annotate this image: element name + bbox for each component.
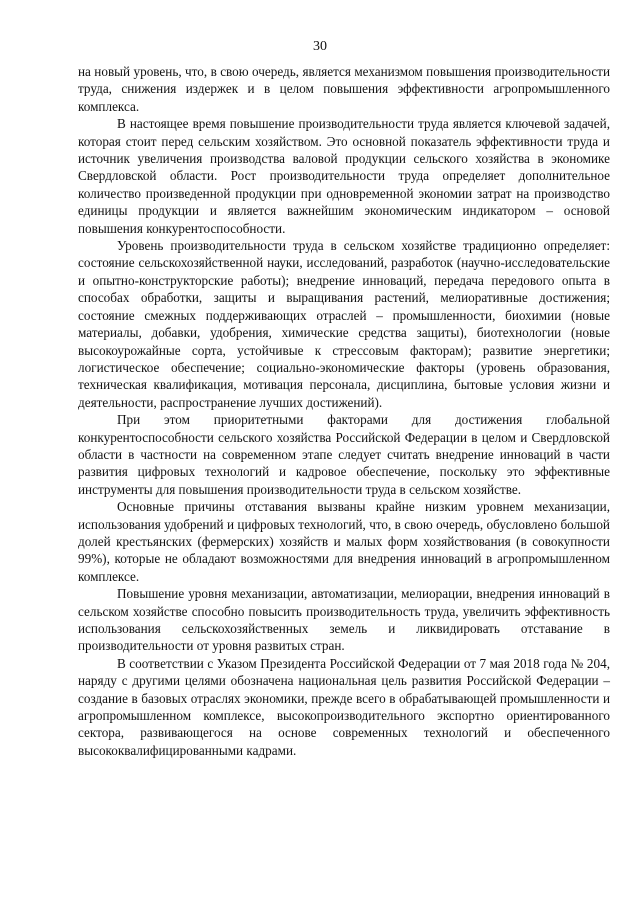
paragraph: В настоящее время повышение производительности труда является ключевой задачей, которая стоит перед сельским хозяйством. Это основной показатель эффективности труда и источник увеличения производства валовой продукции сельского хозяйства в экономике Свердловской области. Рост производительности труда определяет дополнительное количество произведенной продукции при одновременной экономии затрат на производство единицы продукции и является важнейшим экономическим индикатором – основой повышения конкурентоспособности. (78, 116, 610, 236)
paragraph: Повышение уровня механизации, автоматизации, мелиорации, внедрения инноваций в сельском хозяйстве способно повысить производительность труда, увеличить эффективность использования сельскохозяйственных земель и ликвидировать отставание в производительности от уровня развитых стран. (78, 586, 610, 654)
paragraph-continuation: на новый уровень, что, в свою очередь, является механизмом повышения производительности труда, снижения издержек и в целом повышения эффективности агропромышленного комплекса. (78, 64, 610, 114)
paragraph: Уровень производительности труда в сельском хозяйстве традиционно определяет: состояние сельскохозяйственной науки, исследований, разработок (научно-исследовательские и опытно-конструкторские работы); внедрение инноваций, передача передового опыта в способах обработки, защиты и выращивания растений, мелиоративные достижения; состояние смежных поддерживающих отраслей – промышленности, биохимии (новые материалы, добавки, удобрения, химические средства защиты), биотехнологии (новые высокоурожайные сорта, устойчивые к стрессовым факторам); развитие энергетики; логистическое обеспечение; социально-экономические факторы (уровень образования, техническая квалификация, мотивация персонала, дисциплина, бытовые условия жизни и деятельности, распространение лучших достижений). (78, 238, 610, 410)
paragraph: Основные причины отставания вызваны крайне низким уровнем механизации, использования удобрений и цифровых технологий, что, в свою очередь, обусловлено большой долей крестьянских (фермерских) хозяйств и малых форм хозяйствования (в совокупности 99%), которые не обладают возможностями для внедрения инноваций в агропромышленном комплексе. (78, 499, 610, 584)
document-body (78, 63, 610, 759)
page-number: 30 (313, 39, 327, 54)
paragraph: В соответствии с Указом Президента Российской Федерации от 7 мая 2018 года № 204, наряду с другими целями обозначена национальная цель развития Российской Федерации – создание в базовых отраслях экономики, прежде всего в обрабатывающей промышленности и агропромышленном комплексе, высокопроизводительного экспортно ориентированного сектора, развивающегося на основе современных технологий и обеспеченного высококвалифицированными кадрами. (78, 655, 610, 758)
paragraph: При этом приоритетными факторами для достижения глобальной конкурентоспособности сельского хозяйства Российской Федерации в целом и Свердловской области в частности на современном этапе следует считать внедрение инноваций в части развития цифровых технологий и кадровое обеспечение, поскольку это эффективные инструменты для повышения производительности труда в сельском хозяйстве. (78, 412, 610, 497)
